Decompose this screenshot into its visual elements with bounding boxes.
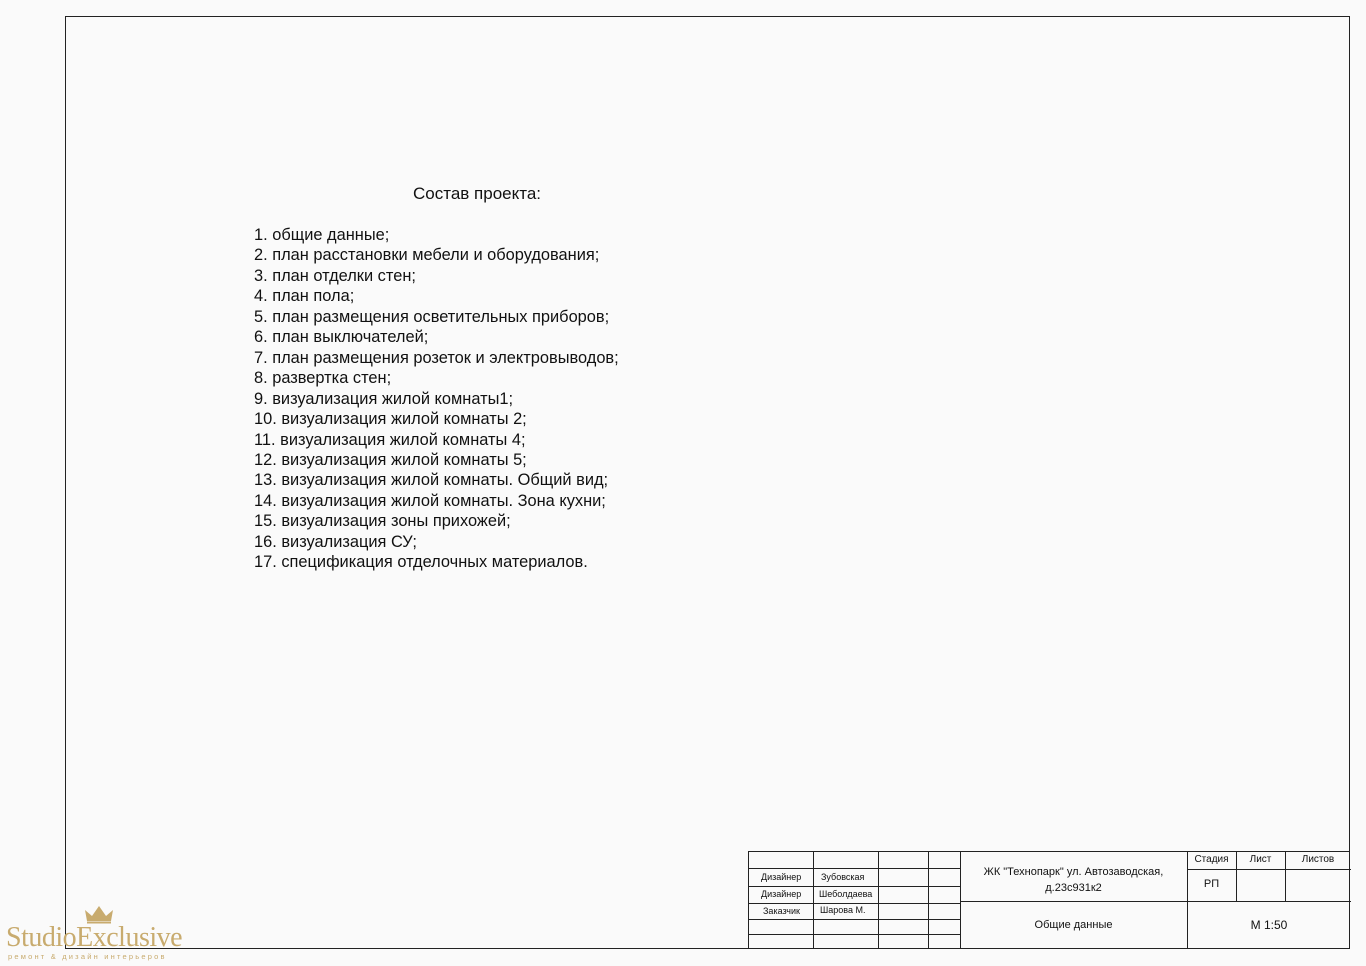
title-block [748, 851, 1350, 949]
stamp-line [960, 901, 1351, 902]
list-item: 3. план отделки стен; [254, 266, 416, 285]
list-item: 15. визуализация зоны прихожей; [254, 512, 511, 531]
list-item: 17. спецификация отделочных материалов. [254, 553, 588, 572]
list-item: 1. общие данные; [254, 226, 390, 244]
list-item: 12. визуализация жилой комнаты 5; [254, 450, 527, 469]
role-name: Шеболдаева [819, 889, 873, 899]
role-label: Дизайнер [761, 872, 802, 882]
list-item: 7. план размещения розеток и электровыводов; [254, 348, 619, 367]
stage-label: Стадия [1194, 854, 1229, 865]
list-item: 13. визуализация жилой комнаты. Общий вид; [254, 471, 609, 490]
role-name: Шарова М. [820, 905, 866, 915]
page-title: Состав проекта: [413, 184, 542, 203]
list-item: 5. план размещения осветительных приборов; [254, 307, 610, 326]
stamp-line [749, 919, 960, 920]
list-item: 16. визуализация СУ; [254, 532, 417, 551]
list-item: 9. визуализация жилой комнаты1; [254, 389, 514, 408]
list-item: 11. визуализация жилой комнаты 4; [254, 430, 526, 449]
studio-logo [6, 904, 212, 964]
project-contents-list [254, 225, 619, 573]
list-item: 10. визуализация жилой комнаты 2; [254, 410, 527, 429]
project-address-line2: д.23с931к2 [1045, 882, 1102, 894]
sheets-label: Листов [1301, 854, 1335, 865]
role-label: Заказчик [763, 906, 800, 916]
stage-value: РП [1203, 878, 1220, 890]
sheet-title: Общие данные [1034, 919, 1113, 931]
role-name: Зубовская [821, 872, 865, 882]
stamp-line [749, 886, 960, 887]
list-item: 6. план выключателей; [254, 328, 429, 347]
logo-tagline: ремонт & дизайн интерьеров [8, 952, 167, 961]
stamp-line [749, 934, 960, 935]
stamp-line [1187, 902, 1188, 949]
sheet-label: Лист [1249, 854, 1272, 865]
project-address-line1: ЖК "Технопарк" ул. Автозаводская, [983, 866, 1164, 878]
list-item: 2. план расстановки мебели и оборудования; [254, 246, 600, 265]
logo-text: StudioExclusive [6, 922, 183, 953]
stamp-line [749, 868, 960, 869]
scale: М 1:50 [1250, 918, 1288, 932]
role-label: Дизайнер [761, 889, 802, 899]
stamp-line [749, 903, 960, 904]
list-item: 4. план пола; [254, 287, 355, 306]
list-item: 14. визуализация жилой комнаты. Зона кухни; [254, 491, 606, 510]
list-item: 8. развертка стен; [254, 369, 392, 388]
stamp-line [1187, 869, 1351, 870]
crown-icon [84, 904, 114, 924]
